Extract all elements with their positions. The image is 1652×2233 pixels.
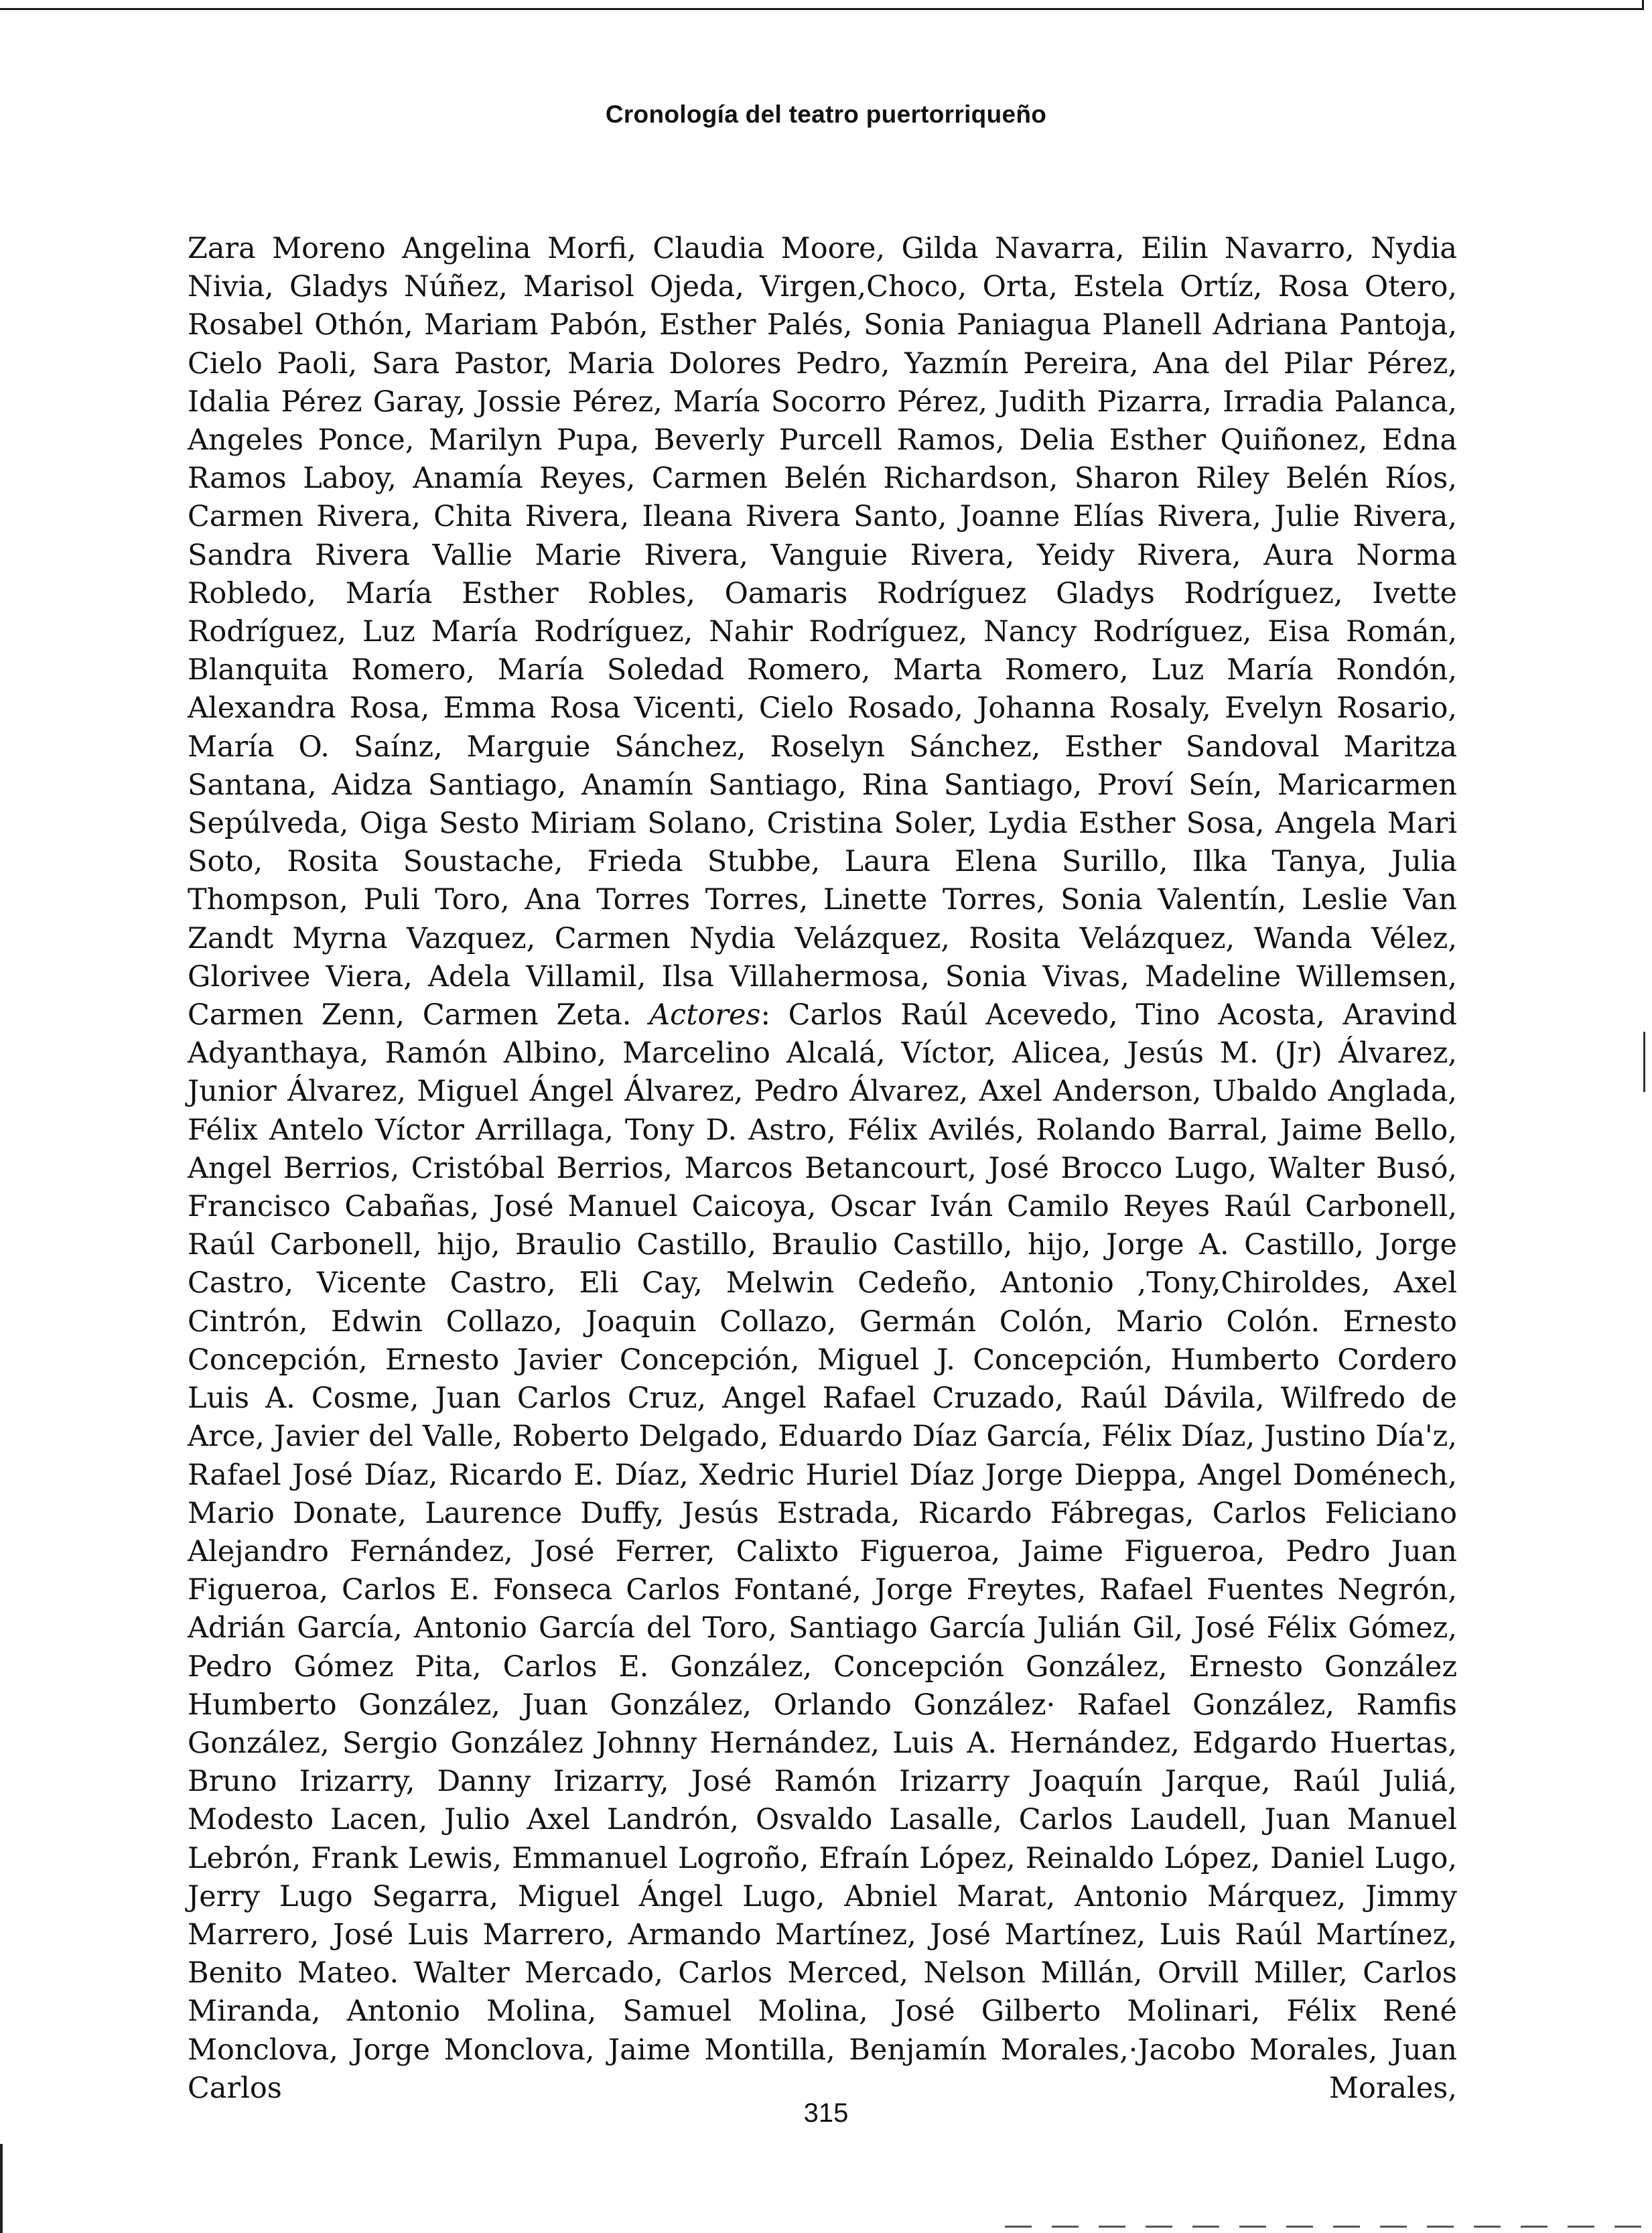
top-rule [0, 8, 1643, 10]
scan-bottom-marks [1005, 2226, 1648, 2228]
actors-list: : Carlos Raúl Acevedo, Tino Acosta, Aravind Adyanthaya, Ramón Albino, Marcelino Alcalá, Víctor, Alicea, Jesús M. (Jr) Álvarez, Junior Álvarez, Miguel Ángel Álvarez, Pedro Álvarez, Axel Anderson, Ubaldo Anglada, Félix Antelo Víctor Arrillaga, Tony D. Astro, Félix Avilés, Rolando Barral, Jaime Bello, Angel Berrios, Cristóbal Berrios, Marcos Betancourt, José Brocco Lugo, Walter Busó, Francisco Cabañas, José Manuel Caicoya, Oscar Iván Camilo Reyes Raúl Carbonell, Raúl Carbonell, hijo, Braulio Castillo, Braulio Castillo, hijo, Jorge A. Castillo, Jorge Castro, Vicente Castro, Eli Cay, Melwin Cedeño, Antonio ,Tony,Chiroldes, Axel Cintrón, Edwin Collazo, Joaquin Collazo, Germán Colón, Mario Colón. Ernesto Concepción, Ernesto Javier Concepción, Miguel J. Concepción, Humberto Cordero Luis A. Cosme, Juan Carlos Cruz, Angel Rafael Cruzado, Raúl Dávila, Wilfredo de Arce, Javier del Valle, Roberto Delgado, Eduardo Díaz García, Félix Díaz, Justino Día'z, Rafael José Díaz, Ricardo E. Díaz, Xedric Huriel Díaz Jorge Dieppa, Angel Doménech, Mario Donate, Laurence Duffy, Jesús Estrada, Ricardo Fábregas, Carlos Feliciano Alejandro Fernández, José Ferrer, Calixto Figueroa, Jaime Figueroa, Pedro Juan Figueroa, Carlos E. Fonseca Carlos Fontané, Jorge Freytes, Rafael Fuentes Negrón, Adrián García, Antonio García del Toro, Santiago García Julián Gil, José Félix Gómez, Pedro Gómez Pita, Carlos E. González, Concepción González, Ernesto González Humberto González, Juan González, Orlando González· Rafael González, Ramfis González, Sergio González Johnny Hernández, Luis A. Hernández, Edgardo Huertas, Bruno Irizarry, Danny Irizarry, José Ramón Irizarry Joaquín Jarque, Raúl Juliá, Modesto Lacen, Julio Axel Landrón, Osvaldo Lasalle, Carlos Laudell, Juan Manuel Lebrón, Frank Lewis, Emmanuel Logroño, Efraín López, Reinaldo López, Daniel Lugo, Jerry Lugo Segarra, Miguel Ángel Lugo, Abniel Marat, Antonio Márquez, Jimmy Marrero, José Luis Marrero, Armando Martínez, José Martínez, Luis Raúl Martínez, Benito Mateo. Walter Mercado, Carlos Merced, Nelson Millán, Orvill Miller, Carlos Miranda, Antonio Molina, Samuel Molina, José Gilberto Molinari, Félix René Monclova, Jorge Monclova, Jaime Montilla, Benjamín Morales,·Jacobo Morales, Juan Carlos Morales, [188, 998, 1458, 2105]
page-number: 315 [803, 2098, 849, 2128]
top-rule-tick [1642, 0, 1644, 10]
body-paragraph [188, 230, 1457, 2108]
scan-edge-mark [1643, 1032, 1645, 1092]
actores-label: Actores [649, 998, 761, 1032]
scan-edge-mark [0, 2144, 3, 2233]
running-head: Cronología del teatro puertorriqueño [605, 100, 1047, 128]
actresses-list: Zara Moreno Angelina Morfi, Claudia Moore, Gilda Navarra, Eilin Navarro, Nydia Nivia, Gladys Núñez, Marisol Ojeda, Virgen,Choco, Orta, Estela Ortíz, Rosa Otero, Rosabel Othón, Mariam Pabón, Esther Palés, Sonia Paniagua Planell Adriana Pantoja, Cielo Paoli, Sara Pastor, Maria Dolores Pedro, Yazmín Pereira, Ana del Pilar Pérez, Idalia Pérez Garay, Jossie Pérez, María Socorro Pérez, Judith Pizarra, Irradia Palanca, Angeles Ponce, Marilyn Pupa, Beverly Purcell Ramos, Delia Esther Quiñonez, Edna Ramos Laboy, Anamía Reyes, Carmen Belén Richardson, Sharon Riley Belén Ríos, Carmen Rivera, Chita Rivera, Ileana Rivera Santo, Joanne Elías Rivera, Julie Rivera, Sandra Rivera Vallie Marie Rivera, Vanguie Rivera, Yeidy Rivera, Aura Norma Robledo, María Esther Robles, Oamaris Rodríguez Gladys Rodríguez, Ivette Rodríguez, Luz María Rodríguez, Nahir Rodríguez, Nancy Rodríguez, Eisa Román, Blanquita Romero, María Soledad Romero, Marta Romero, Luz María Rondón, Alexandra Rosa, Emma Rosa Vicenti, Cielo Rosado, Johanna Rosaly, Evelyn Rosario, María O. Saínz, Marguie Sánchez, Roselyn Sánchez, Esther Sandoval Maritza Santana, Aidza Santiago, Anamín Santiago, Rina Santiago, Proví Seín, Maricarmen Sepúlveda, Oiga Sesto Miriam Solano, Cristina Soler, Lydia Esther Sosa, Angela Mari Soto, Rosita Soustache, Frieda Stubbe, Laura Elena Surillo, Ilka Tanya, Julia Thompson, Puli Toro, Ana Torres Torres, Linette Torres, Sonia Valentín, Leslie Van Zandt Myrna Vazquez, Carmen Nydia Velázquez, Rosita Velázquez, Wanda Vélez, Glorivee Viera, Adela Villamil, Ilsa Villahermosa, Sonia Vivas, Madeline Willemsen, Carmen Zenn, Carmen Zeta. [188, 232, 1457, 1032]
